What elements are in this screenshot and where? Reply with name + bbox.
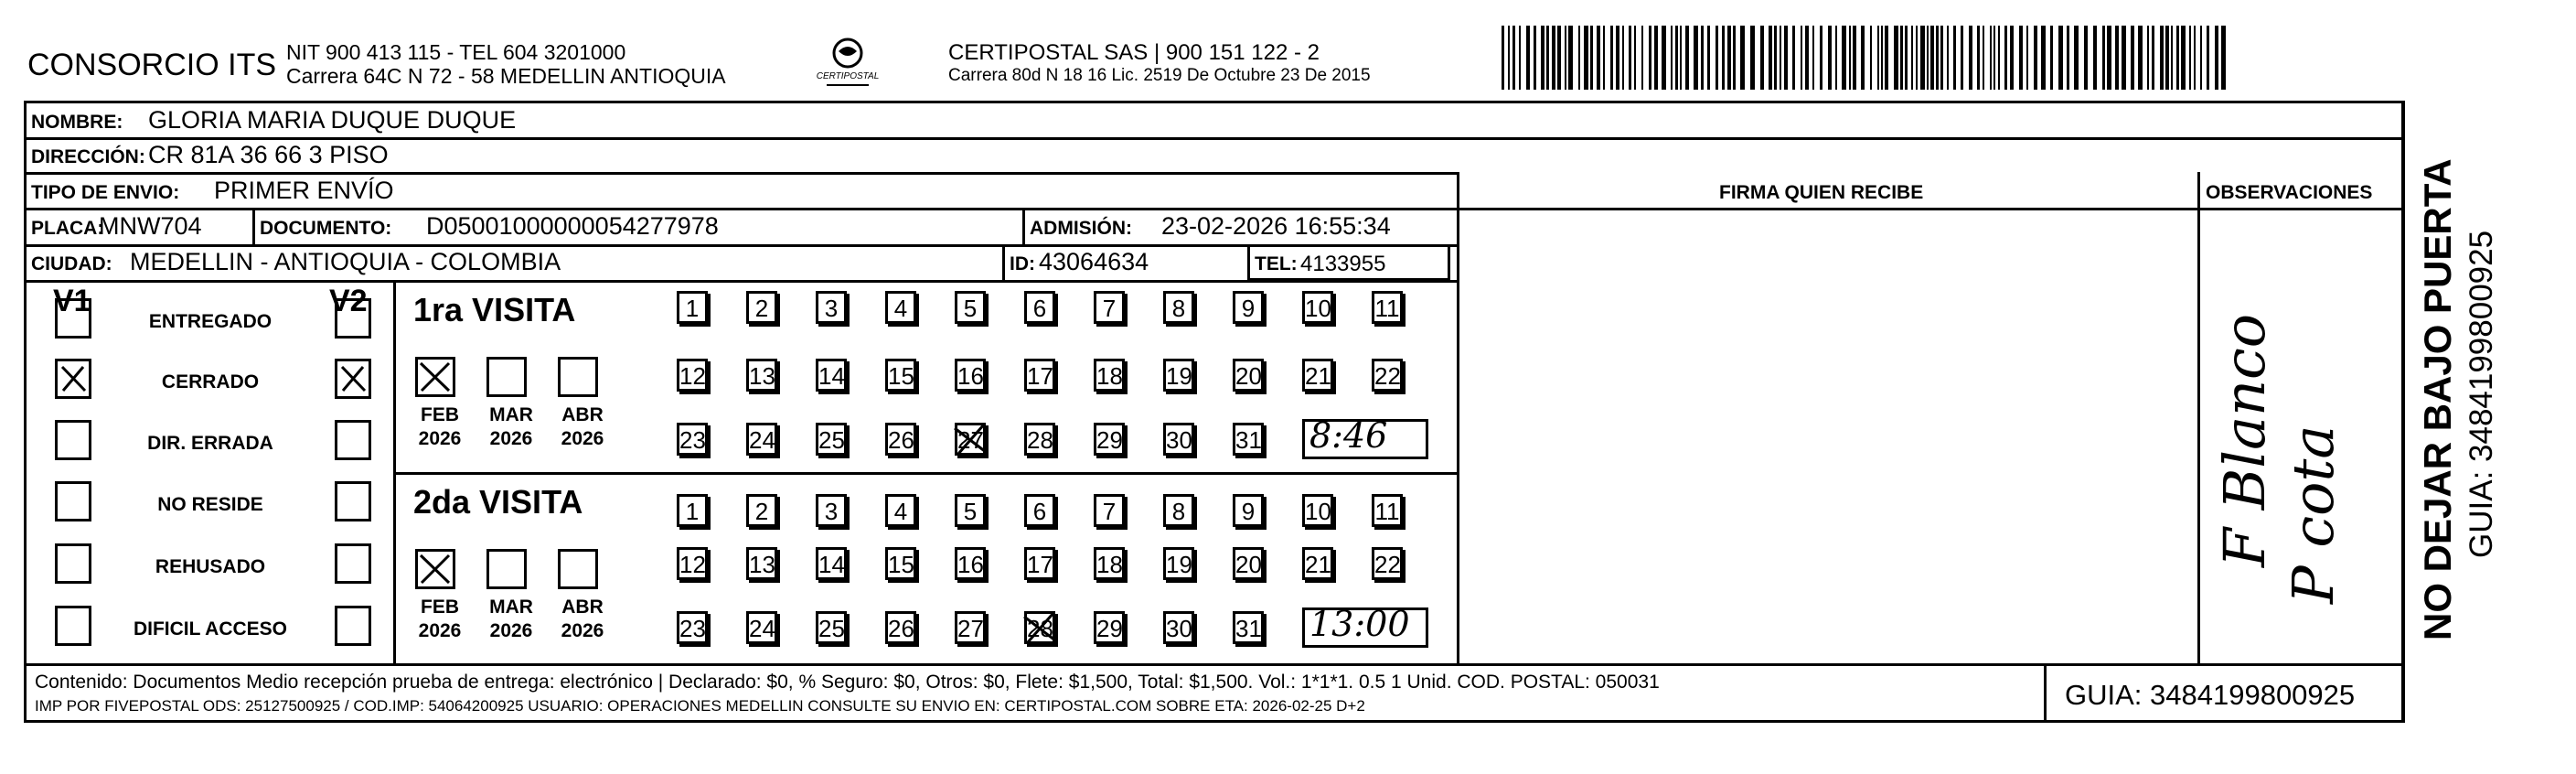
day-box[interactable]: 7	[1094, 291, 1125, 324]
day-box[interactable]: 3	[816, 494, 847, 527]
handwriting-line-1: F Blanco	[2211, 313, 2278, 567]
id-label: ID:	[1010, 253, 1035, 274]
day-box[interactable]: 18	[1094, 547, 1125, 580]
visit-title: 2da VISITA	[413, 483, 583, 521]
id-value: 43064634	[1039, 248, 1149, 275]
placa-label: PLACA:	[31, 218, 104, 239]
day-box[interactable]: 6	[1024, 494, 1055, 527]
day-box[interactable]: 21	[1302, 547, 1333, 580]
day-box[interactable]: 20	[1233, 359, 1264, 392]
month-label: FEB	[421, 404, 459, 425]
day-box[interactable]: 11	[1372, 291, 1403, 324]
direccion-value: CR 81A 36 66 3 PISO	[148, 141, 389, 168]
day-box[interactable]: 4	[885, 291, 916, 324]
day-box[interactable]: 30	[1163, 611, 1194, 644]
day-box[interactable]: 4	[885, 494, 916, 527]
month-year: 2026	[561, 620, 604, 641]
day-box[interactable]: 27	[955, 423, 986, 456]
visit-title: 1ra VISITA	[413, 291, 576, 328]
tipo-envio-value: PRIMER ENVÍO	[214, 177, 394, 204]
month-checkbox[interactable]	[415, 549, 455, 589]
day-box[interactable]: 19	[1163, 547, 1194, 580]
day-box[interactable]: 30	[1163, 423, 1194, 456]
side-guia: GUIA: 3484199800925	[2464, 230, 2499, 558]
day-box[interactable]: 24	[746, 423, 777, 456]
day-box[interactable]: 16	[955, 547, 986, 580]
tel-label: TEL:	[1255, 253, 1298, 274]
v1-checkbox[interactable]	[55, 481, 91, 521]
month-label: ABR	[561, 404, 604, 425]
month-year: 2026	[418, 620, 462, 641]
day-box[interactable]: 20	[1233, 547, 1264, 580]
day-box[interactable]: 17	[1024, 547, 1055, 580]
month-year: 2026	[489, 620, 533, 641]
day-box[interactable]: 25	[816, 423, 847, 456]
v1-checkbox[interactable]	[55, 298, 91, 339]
handwriting-line-2: P cota	[2280, 425, 2346, 604]
company-name: CONSORCIO ITS	[27, 48, 277, 82]
day-box[interactable]: 12	[677, 547, 708, 580]
day-box[interactable]: 11	[1372, 494, 1403, 527]
logo-text: CERTIPOSTAL	[816, 71, 880, 81]
month-year: 2026	[561, 428, 604, 449]
day-box[interactable]: 22	[1372, 359, 1403, 392]
v1-header: V1	[53, 284, 91, 318]
certipostal-logo	[816, 35, 880, 91]
day-box[interactable]: 9	[1233, 494, 1264, 527]
nombre-value: GLORIA MARIA DUQUE DUQUE	[148, 106, 517, 134]
firma-header: FIRMA QUIEN RECIBE	[1719, 182, 1924, 203]
v1-checkbox[interactable]	[55, 543, 91, 584]
month-label: FEB	[421, 597, 459, 618]
day-box[interactable]: 21	[1302, 359, 1333, 392]
v2-checkbox[interactable]	[335, 543, 371, 584]
day-box[interactable]: 3	[816, 291, 847, 324]
documento-label: DOCUMENTO:	[260, 218, 392, 239]
placa-value: MNW704	[99, 212, 202, 240]
month-year: 2026	[418, 428, 462, 449]
month-checkbox[interactable]	[558, 357, 598, 397]
day-box[interactable]: 13	[746, 359, 777, 392]
status-label: DIFICIL ACCESO	[133, 618, 287, 640]
status-label: REHUSADO	[155, 556, 266, 577]
day-box[interactable]: 31	[1233, 423, 1264, 456]
day-box[interactable]: 2	[746, 291, 777, 324]
tel-value: 4133955	[1300, 252, 1386, 276]
month-checkbox[interactable]	[558, 549, 598, 589]
day-box[interactable]: 19	[1163, 359, 1194, 392]
status-label: CERRADO	[161, 371, 260, 392]
day-box[interactable]: 27	[955, 611, 986, 644]
day-box[interactable]: 29	[1094, 611, 1125, 644]
day-box[interactable]: 17	[1024, 359, 1055, 392]
barcode	[1500, 26, 2227, 90]
day-box[interactable]: 23	[677, 611, 708, 644]
direccion-label: DIRECCIÓN:	[31, 146, 145, 167]
v2-checkbox[interactable]	[335, 359, 371, 399]
v2-checkbox[interactable]	[335, 298, 371, 339]
company-address: Carrera 64C N 72 - 58 MEDELLIN ANTIOQUIA	[286, 64, 726, 88]
day-box[interactable]: 26	[885, 611, 916, 644]
ciudad-value: MEDELLIN - ANTIOQUIA - COLOMBIA	[130, 248, 561, 275]
day-box[interactable]: 8	[1163, 494, 1194, 527]
v1-checkbox[interactable]	[55, 420, 91, 460]
status-label: DIR. ERRADA	[147, 433, 273, 454]
day-box[interactable]: 8	[1163, 291, 1194, 324]
nombre-label: NOMBRE:	[31, 112, 123, 133]
ciudad-label: CIUDAD:	[31, 253, 112, 274]
month-label: MAR	[489, 597, 533, 618]
documento-value: D05001000000054277978	[426, 212, 719, 240]
side-warning: NO DEJAR BAJO PUERTA	[2416, 158, 2459, 640]
v2-checkbox[interactable]	[335, 420, 371, 460]
day-box[interactable]: 5	[955, 291, 986, 324]
day-box[interactable]: 15	[885, 547, 916, 580]
day-box[interactable]: 13	[746, 547, 777, 580]
month-year: 2026	[489, 428, 533, 449]
day-box[interactable]: 26	[885, 423, 916, 456]
admision-label: ADMISIÓN:	[1030, 218, 1132, 239]
day-box[interactable]: 10	[1302, 291, 1333, 324]
carrier-license: Carrera 80d N 18 16 Lic. 2519 De Octubre 23 De 2015	[948, 66, 1371, 85]
day-box[interactable]: 1	[677, 291, 708, 324]
day-box[interactable]: 23	[677, 423, 708, 456]
v1-checkbox[interactable]	[55, 606, 91, 646]
month-label: MAR	[489, 404, 533, 425]
month-label: ABR	[561, 597, 604, 618]
footer-guia: GUIA: 3484199800925	[2065, 679, 2356, 711]
day-box[interactable]: 5	[955, 494, 986, 527]
month-checkbox[interactable]	[486, 357, 527, 397]
day-box[interactable]: 10	[1302, 494, 1333, 527]
admision-value: 23-02-2026 16:55:34	[1161, 212, 1391, 240]
day-box[interactable]: 29	[1094, 423, 1125, 456]
observaciones-header: OBSERVACIONES	[2206, 182, 2373, 203]
month-checkbox[interactable]	[486, 549, 527, 589]
status-label: NO RESIDE	[157, 494, 263, 515]
v2-checkbox[interactable]	[335, 481, 371, 521]
day-box[interactable]: 14	[816, 547, 847, 580]
handwritten-time: 8:46	[1309, 415, 1388, 456]
v2-checkbox[interactable]	[335, 606, 371, 646]
day-box[interactable]: 14	[816, 359, 847, 392]
v1-checkbox[interactable]	[55, 359, 91, 399]
company-nit: NIT 900 413 115 - TEL 604 3201000	[286, 40, 626, 64]
day-box[interactable]: 6	[1024, 291, 1055, 324]
day-box[interactable]: 1	[677, 494, 708, 527]
day-box[interactable]: 16	[955, 359, 986, 392]
footer-contents: Contenido: Documentos Medio recepción prueba de entrega: electrónico | Declarado: $0, % Seguro: $0, Otros: $0, Flete: $1,500, Total: $1,500. Vol.: 1*1*1. 0.5 1 Unid. COD. POSTAL: 050031	[35, 672, 1660, 693]
day-box[interactable]: 22	[1372, 547, 1403, 580]
day-box[interactable]: 15	[885, 359, 916, 392]
v2-header: V2	[329, 284, 368, 318]
tipo-envio-label: TIPO DE ENVIO:	[31, 182, 180, 203]
day-box[interactable]: 28	[1024, 423, 1055, 456]
carrier-name: CERTIPOSTAL SAS | 900 151 122 - 2	[948, 40, 1320, 65]
day-box[interactable]: 24	[746, 611, 777, 644]
day-box[interactable]: 28	[1024, 611, 1055, 644]
day-box[interactable]: 7	[1094, 494, 1125, 527]
day-box[interactable]: 9	[1233, 291, 1264, 324]
day-box[interactable]: 25	[816, 611, 847, 644]
footer-print-info: IMP POR FIVEPOSTAL ODS: 25127500925 / COD.IMP: 54064200925 USUARIO: OPERACIONES MEDELLIN CONSULTE SU ENVIO EN: CERTIPOSTAL.COM SOBRE ETA: 2026-02-25 D+2	[35, 697, 1365, 715]
day-box[interactable]: 2	[746, 494, 777, 527]
month-checkbox[interactable]	[415, 357, 455, 397]
handwritten-time: 13:00	[1309, 604, 1410, 644]
day-box[interactable]: 31	[1233, 611, 1264, 644]
day-box[interactable]: 18	[1094, 359, 1125, 392]
status-label: ENTREGADO	[148, 311, 273, 332]
day-box[interactable]: 12	[677, 359, 708, 392]
